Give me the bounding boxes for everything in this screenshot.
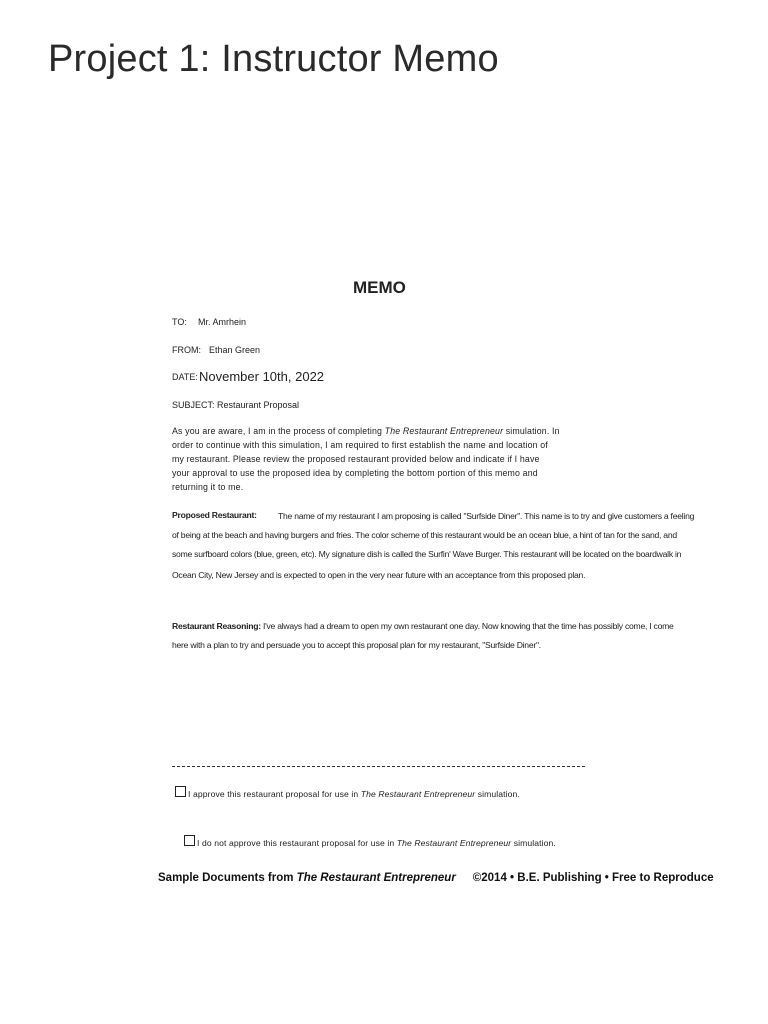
intro-line: order to continue with this simulation, I am required to first establish the name and location of	[172, 440, 548, 450]
intro-line: As you are aware, I am in the process of completing The Restaurant Entrepreneur simulation. In	[172, 426, 560, 436]
disapprove-checkbox[interactable]	[184, 835, 195, 846]
date-value: November 10th, 2022	[199, 369, 325, 384]
proposed-restaurant-label: Proposed Restaurant:	[172, 510, 257, 520]
cut-line-divider	[172, 766, 585, 767]
intro-line: returning it to me.	[172, 482, 244, 492]
date-label: DATE:	[172, 372, 198, 382]
to-value: Mr. Amrhein	[198, 317, 247, 327]
subject-label: SUBJECT:	[172, 400, 215, 410]
footer-note: Sample Documents from The Restaurant Entrepreneur ©2014 • B.E. Publishing • Free to Reproduce	[158, 872, 714, 884]
book-title: The Restaurant Entrepreneur	[384, 426, 504, 436]
subject-value: Restaurant Proposal	[217, 400, 300, 410]
memo-heading: MEMO	[353, 278, 406, 297]
disapprove-label: I do not approve this restaurant proposal for use in The Restaurant Entrepreneur simulation.	[197, 838, 556, 848]
to-label: TO:	[172, 317, 187, 327]
proposed-line: some surfboard colors (blue, green, etc). My signature dish is called the Surfin' Wave Burger. This restaurant will be located on the boardwalk in	[172, 549, 682, 559]
approve-checkbox[interactable]	[175, 786, 186, 797]
restaurant-reasoning-label: Restaurant Reasoning:	[172, 621, 261, 631]
approve-label: I approve this restaurant proposal for use in The Restaurant Entrepreneur simulation.	[188, 789, 520, 799]
reasoning-line: here with a plan to try and persuade you to accept this proposal plan for my restaurant, "Surfside Diner".	[172, 640, 541, 650]
reasoning-line: Restaurant Reasoning: I've always had a dream to open my own restaurant one day. Now knowing that the time has possibly come, I come	[172, 621, 674, 631]
proposed-line: Ocean City, New Jersey and is expected to open in the very near future with an acceptance from this proposed plan.	[172, 570, 586, 580]
from-value: Ethan Green	[209, 345, 261, 355]
from-label: FROM:	[172, 345, 201, 355]
proposed-line: The name of my restaurant I am proposing is called "Surfside Diner". This name is to try and give customers a feeling	[278, 511, 695, 521]
page-title: Project 1: Instructor Memo	[48, 38, 499, 80]
proposed-line: of being at the beach and having burgers and fries. The color scheme of this restaurant would be an ocean blue, a hint of tan for the sand, and	[172, 530, 677, 540]
intro-line: my restaurant. Please review the proposed restaurant provided below and indicate if I have	[172, 454, 540, 464]
intro-line: your approval to use the proposed idea by completing the bottom portion of this memo and	[172, 468, 538, 478]
